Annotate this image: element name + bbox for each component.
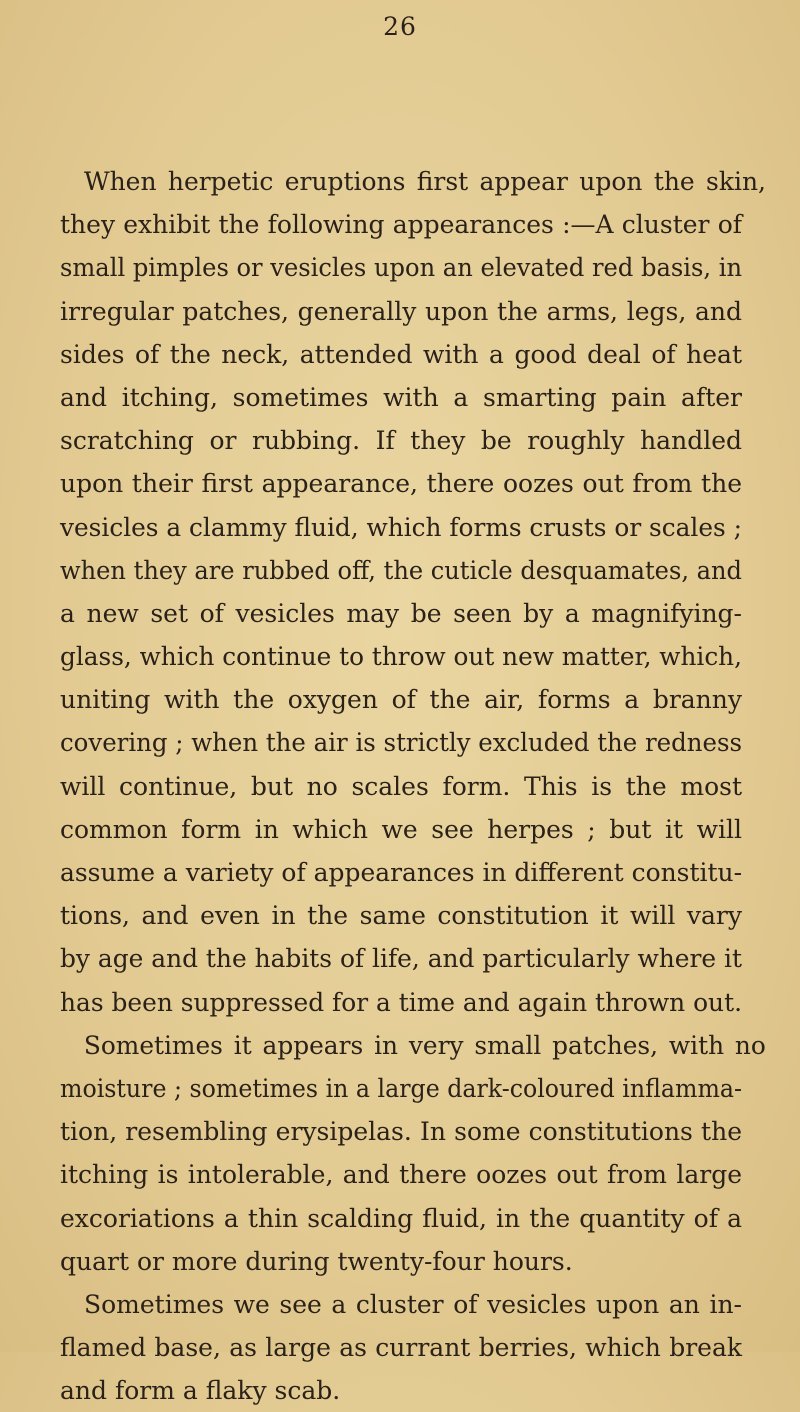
text-line: a new set of vesicles may be seen by a magnifying- bbox=[60, 598, 742, 628]
text-line: flamed base, as large as currant berries, which break bbox=[60, 1333, 742, 1363]
text-line: and form a flaky scab. bbox=[60, 1376, 341, 1406]
text-line: itching is intolerable, and there oozes out from large bbox=[60, 1160, 742, 1190]
text-line: sides of the neck, attended with a good deal of heat bbox=[60, 339, 742, 369]
text-line: by age and the habits of life, and particularly where it bbox=[60, 944, 743, 974]
text-line: covering ; when the air is strictly excluded the redness bbox=[60, 728, 743, 758]
text-line: When herpetic eruptions first appear upon the skin, bbox=[83, 167, 766, 196]
text-line: uniting with the oxygen of the air, forms a branny bbox=[60, 685, 742, 715]
text-line: moisture ; sometimes in a large dark-coloured inflamma- bbox=[60, 1073, 743, 1103]
page-number: 26 bbox=[383, 12, 417, 41]
text-line: scratching or rubbing. If they be roughly handled bbox=[60, 426, 742, 456]
text-line: upon their first appearance, there oozes out from the bbox=[60, 469, 742, 499]
text-line: Sometimes it appears in very small patches, with no bbox=[83, 1030, 766, 1060]
text-line: excoriations a thin scalding fluid, in the quantity of a bbox=[60, 1203, 742, 1233]
text-line: quart or more during twenty-four hours. bbox=[60, 1246, 573, 1276]
text-line: they exhibit the following appearances :—A cluster of bbox=[60, 210, 742, 240]
text-line: small pimples or vesicles upon an elevated red basis, in bbox=[60, 253, 743, 283]
text-line: tions, and even in the same constitution it will vary bbox=[60, 901, 742, 931]
body-text bbox=[60, 160, 766, 1412]
text-line: Sometimes we see a cluster of vesicles upon an in- bbox=[84, 1289, 742, 1319]
text-line: irregular patches, generally upon the arms, legs, and bbox=[60, 296, 742, 326]
text-line: common form in which we see herpes ; but it will bbox=[60, 814, 742, 844]
text-line: and itching, sometimes with a smarting pain after bbox=[60, 382, 742, 412]
text-line: assume a variety of appearances in different constitu- bbox=[60, 858, 743, 887]
text-line: when they are rubbed off, the cuticle desquamates, and bbox=[60, 555, 742, 585]
text-line: glass, which continue to throw out new matter, which, bbox=[60, 642, 742, 672]
text-line: will continue, but no scales form. This is the most bbox=[60, 771, 742, 801]
text-line: vesicles a clammy fluid, which forms crusts or scales ; bbox=[60, 512, 742, 542]
text-line: has been suppressed for a time and again thrown out. bbox=[60, 987, 742, 1017]
text-line: tion, resembling erysipelas. In some constitutions the bbox=[60, 1117, 742, 1147]
